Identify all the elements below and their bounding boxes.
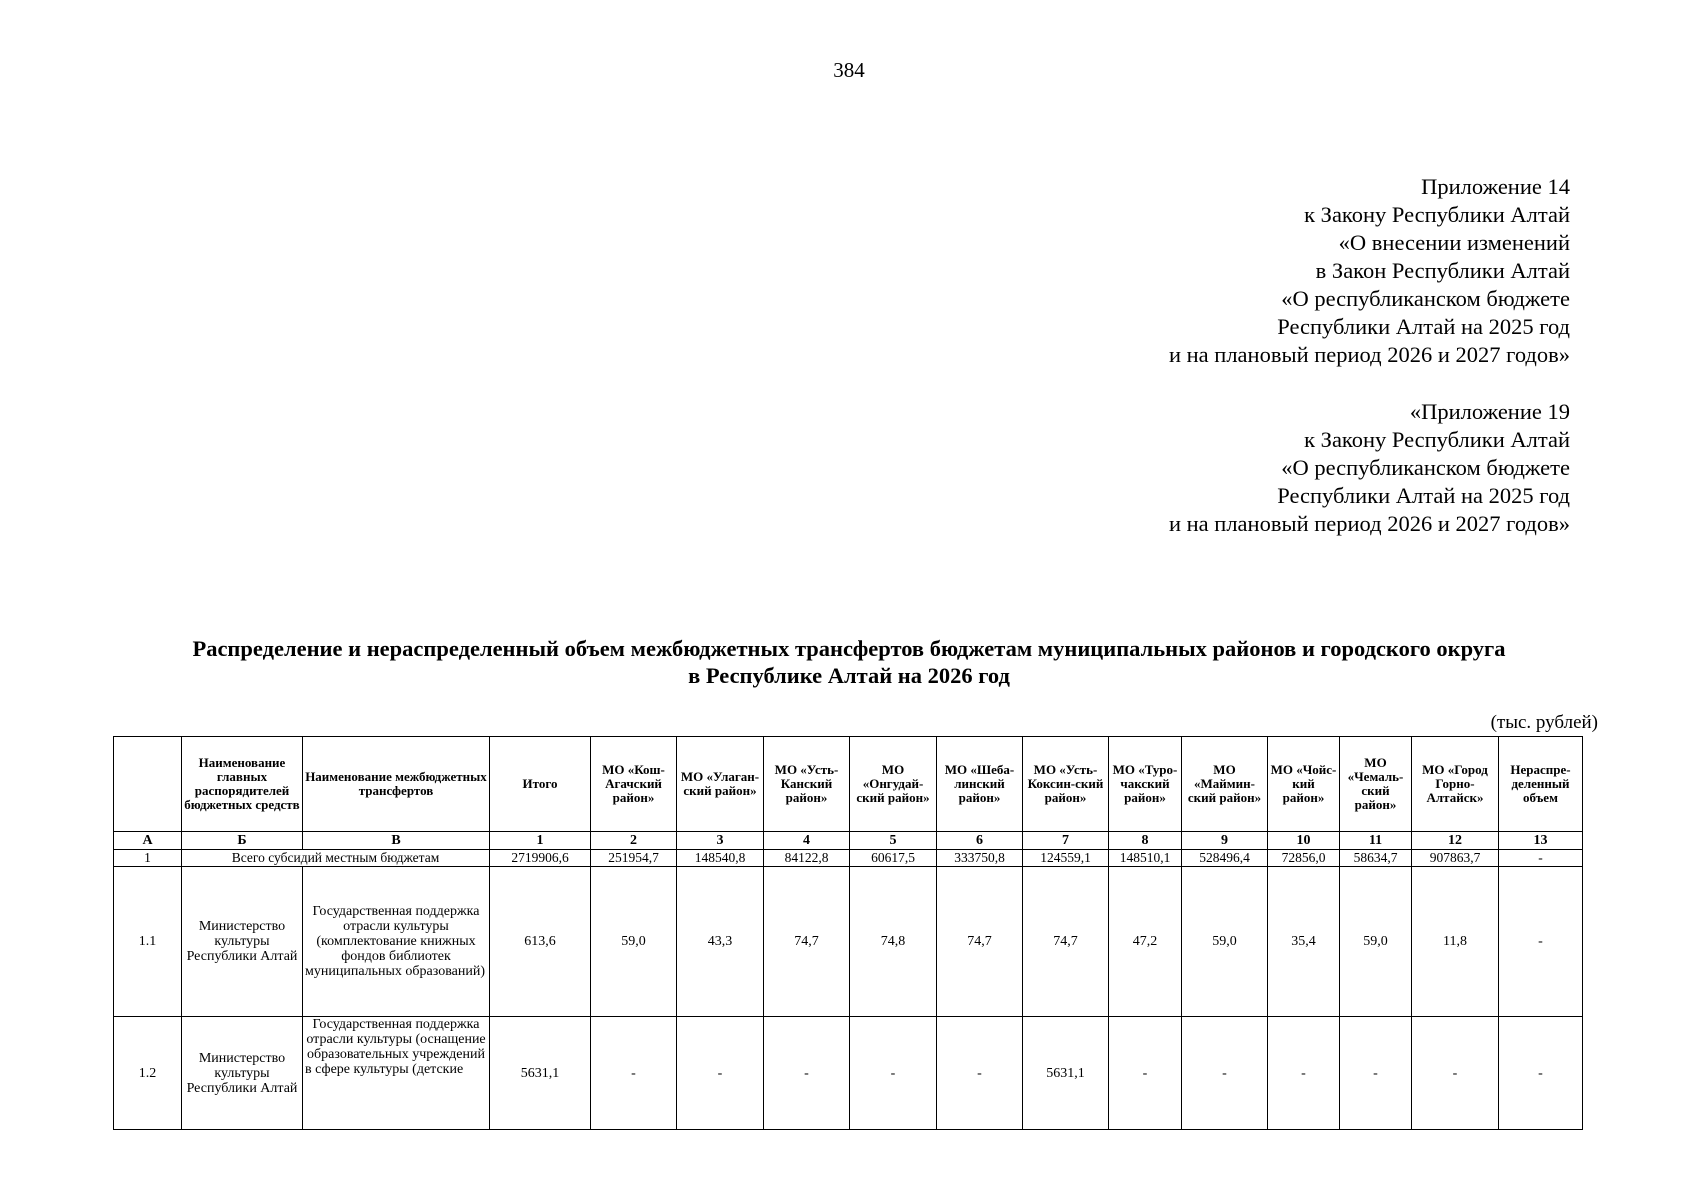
column-header: Итого bbox=[490, 737, 591, 832]
value-cell: 74,8 bbox=[850, 867, 937, 1017]
appendix-line: к Закону Республики Алтай bbox=[1304, 202, 1570, 227]
value-cell: 148540,8 bbox=[677, 850, 764, 867]
appendix-line: «О республиканском бюджете bbox=[1281, 286, 1570, 311]
column-header: МО «Усть-Коксин-ский район» bbox=[1023, 737, 1109, 832]
column-index: 12 bbox=[1412, 832, 1499, 850]
appendix-line: Приложение 14 bbox=[1421, 174, 1570, 199]
value-cell: 47,2 bbox=[1109, 867, 1182, 1017]
value-cell: 60617,5 bbox=[850, 850, 937, 867]
value-cell: - bbox=[850, 1017, 937, 1130]
value-cell: 5631,1 bbox=[1023, 1017, 1109, 1130]
row-number: 1 bbox=[114, 850, 182, 867]
column-index: 11 bbox=[1340, 832, 1412, 850]
table-row bbox=[114, 1017, 1583, 1130]
column-header: МО «Чойс-кий район» bbox=[1268, 737, 1340, 832]
value-cell: 43,3 bbox=[677, 867, 764, 1017]
value-cell: - bbox=[1499, 850, 1583, 867]
column-index: 1 bbox=[490, 832, 591, 850]
column-index-row bbox=[114, 832, 1583, 850]
value-cell: 74,7 bbox=[764, 867, 850, 1017]
row-number: 1.1 bbox=[114, 867, 182, 1017]
column-index: 10 bbox=[1268, 832, 1340, 850]
title-line-2: в Республике Алтай на 2026 год bbox=[688, 663, 1010, 688]
column-index: 4 bbox=[764, 832, 850, 850]
value-cell: - bbox=[1499, 867, 1583, 1017]
administrator-cell: Министерство культуры Республики Алтай bbox=[182, 867, 303, 1017]
value-cell: 59,0 bbox=[591, 867, 677, 1017]
value-cell: 35,4 bbox=[1268, 867, 1340, 1017]
column-header: МО «Улаган-ский район» bbox=[677, 737, 764, 832]
table-row-total bbox=[114, 850, 1583, 867]
appendix-line: и на плановый период 2026 и 2027 годов» bbox=[1168, 511, 1570, 536]
column-header: МО «Город Горно-Алтайск» bbox=[1412, 737, 1499, 832]
transfer-name-cell: Государственная поддержка отрасли культуры (комплектование книжных фондов библиотек муниципальных образований) bbox=[303, 867, 490, 1017]
row-number: 1.2 bbox=[114, 1017, 182, 1130]
value-cell: - bbox=[677, 1017, 764, 1130]
appendix-line: в Закон Республики Алтай bbox=[1315, 258, 1570, 283]
transfers-table bbox=[113, 736, 1583, 1130]
value-cell: - bbox=[1499, 1017, 1583, 1130]
appendix-line: «О внесении изменений bbox=[1338, 230, 1570, 255]
column-header: МО «Чемаль-ский район» bbox=[1340, 737, 1412, 832]
appendix-line: «Приложение 19 bbox=[1409, 399, 1570, 424]
column-header: Наименование главных распорядителей бюджетных средств bbox=[182, 737, 303, 832]
value-cell: 333750,8 bbox=[937, 850, 1023, 867]
value-cell: 5631,1 bbox=[490, 1017, 591, 1130]
column-index: 3 bbox=[677, 832, 764, 850]
column-header: Наименование межбюджетных трансфертов bbox=[303, 737, 490, 832]
title-line-1: Распределение и нераспределенный объем межбюджетных трансфертов бюджетам муниципальных районов и городского округа bbox=[192, 636, 1506, 661]
value-cell: - bbox=[1268, 1017, 1340, 1130]
value-cell: - bbox=[1182, 1017, 1268, 1130]
value-cell: 148510,1 bbox=[1109, 850, 1182, 867]
column-header: МО «Онгудай-ский район» bbox=[850, 737, 937, 832]
value-cell: - bbox=[1109, 1017, 1182, 1130]
table-header-row bbox=[114, 737, 1583, 832]
units-label: (тыс. рублей) bbox=[1490, 712, 1598, 733]
row-label: Всего субсидий местным бюджетам bbox=[182, 850, 490, 867]
column-header: МО «Шеба-линский район» bbox=[937, 737, 1023, 832]
column-header bbox=[114, 737, 182, 832]
transfer-name-cell bbox=[303, 1017, 490, 1130]
column-header: МО «Туро-чакский район» bbox=[1109, 737, 1182, 832]
value-cell: - bbox=[1340, 1017, 1412, 1130]
column-index: 8 bbox=[1109, 832, 1182, 850]
value-cell: - bbox=[1412, 1017, 1499, 1130]
value-cell: 251954,7 bbox=[591, 850, 677, 867]
column-index: 13 bbox=[1499, 832, 1583, 850]
column-header: Нераспре-деленный объем bbox=[1499, 737, 1583, 832]
column-index: Б bbox=[182, 832, 303, 850]
column-index: 6 bbox=[937, 832, 1023, 850]
column-index: 2 bbox=[591, 832, 677, 850]
appendix-line: «О республиканском бюджете bbox=[1281, 455, 1570, 480]
value-cell: 124559,1 bbox=[1023, 850, 1109, 867]
value-cell: - bbox=[591, 1017, 677, 1130]
appendix-line: и на плановый период 2026 и 2027 годов» bbox=[1168, 342, 1570, 367]
column-header: МО «Усть-Канский район» bbox=[764, 737, 850, 832]
appendix-14-header bbox=[1169, 173, 1570, 369]
column-index: 9 bbox=[1182, 832, 1268, 850]
value-cell: - bbox=[764, 1017, 850, 1130]
page-number: 384 bbox=[833, 58, 865, 82]
value-cell: 58634,7 bbox=[1340, 850, 1412, 867]
column-index: В bbox=[303, 832, 490, 850]
appendix-line: Республики Алтай на 2025 год bbox=[1277, 483, 1570, 508]
administrator-cell: Министерство культуры Республики Алтай bbox=[182, 1017, 303, 1130]
document-title bbox=[0, 635, 1698, 689]
value-cell: 84122,8 bbox=[764, 850, 850, 867]
column-index: 7 bbox=[1023, 832, 1109, 850]
value-cell: 72856,0 bbox=[1268, 850, 1340, 867]
appendix-19-header bbox=[1169, 398, 1570, 538]
value-cell: 907863,7 bbox=[1412, 850, 1499, 867]
table-row bbox=[114, 867, 1583, 1017]
column-header: МО «Маймин-ский район» bbox=[1182, 737, 1268, 832]
value-cell: 528496,4 bbox=[1182, 850, 1268, 867]
appendix-line: Республики Алтай на 2025 год bbox=[1277, 314, 1570, 339]
value-cell: 74,7 bbox=[1023, 867, 1109, 1017]
value-cell: 2719906,6 bbox=[490, 850, 591, 867]
value-cell: 59,0 bbox=[1340, 867, 1412, 1017]
value-cell: 74,7 bbox=[937, 867, 1023, 1017]
value-cell: - bbox=[937, 1017, 1023, 1130]
column-header: МО «Кош-Агачский район» bbox=[591, 737, 677, 832]
value-cell: 59,0 bbox=[1182, 867, 1268, 1017]
transfer-name-text: Государственная поддержка отрасли культуры (оснащение образовательных учреждений в сфере культуры (детские bbox=[305, 1017, 486, 1077]
value-cell: 613,6 bbox=[490, 867, 591, 1017]
appendix-line: к Закону Республики Алтай bbox=[1304, 427, 1570, 452]
column-index: 5 bbox=[850, 832, 937, 850]
value-cell: 11,8 bbox=[1412, 867, 1499, 1017]
column-index: А bbox=[114, 832, 182, 850]
